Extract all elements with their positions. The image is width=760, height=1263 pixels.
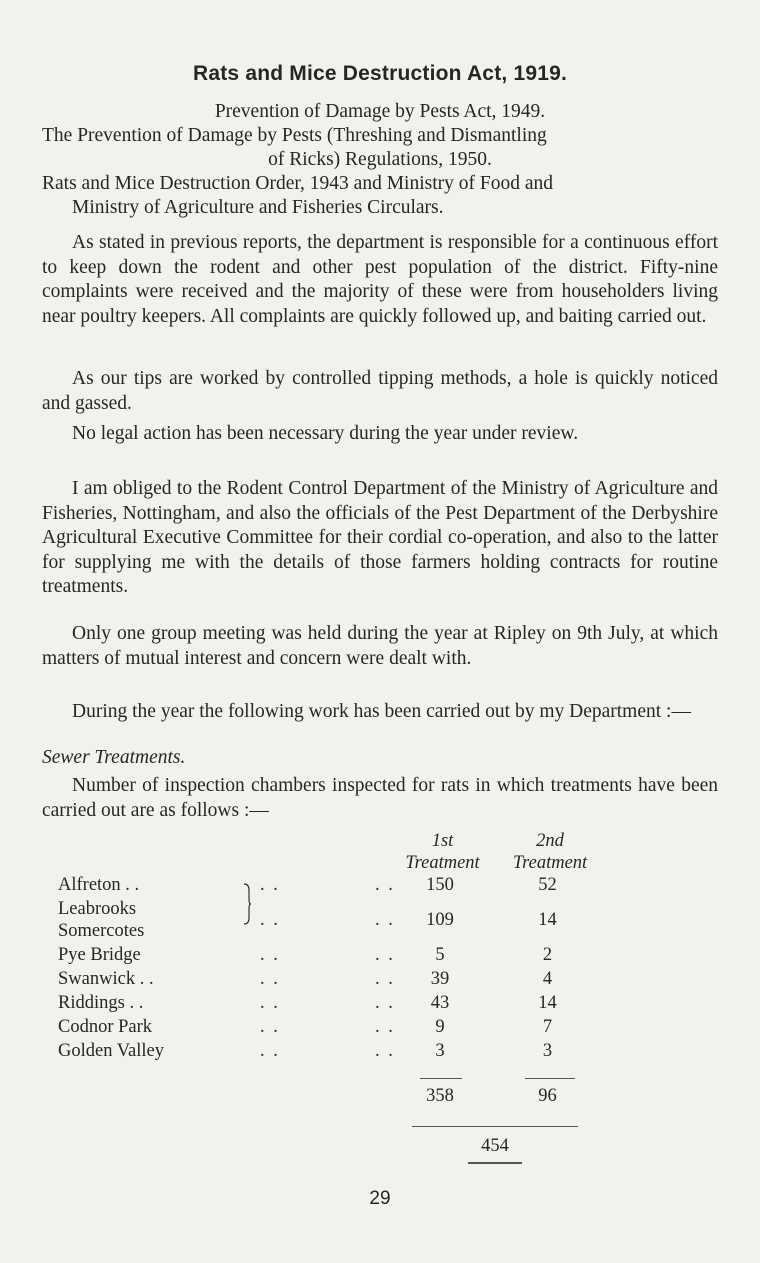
place-name: Pye Bridge — [58, 945, 141, 965]
place-name: Alfreton . . — [58, 875, 140, 895]
first-treatment-value: 39 — [430, 969, 450, 989]
col-first-treatment-header — [395, 830, 490, 874]
paragraph-1: As stated in previous reports, the department is responsible for a continuous effort to keep down the rodent and other pest population of the district. Fifty-nine complaints were received and the majority of these were from householders living near poultry keepers. All complaints are quickly followed up, and baiting carried out. — [42, 232, 718, 327]
first-treatment-value: 5 — [435, 945, 445, 965]
second-treatment-value: 4 — [542, 969, 553, 989]
act-regulations-line2: of Ricks) Regulations, 1950. — [268, 149, 492, 170]
place-name: Codnor Park — [58, 1017, 153, 1037]
subtotal-rule-second — [525, 1078, 575, 1079]
page-title: Rats and Mice Destruction Act, 1919. — [192, 62, 568, 85]
sewer-treatments-heading: Sewer Treatments. — [42, 747, 186, 768]
leader-dots: . . — [260, 875, 280, 895]
paragraph-2: As our tips are worked by controlled tipping methods, a hole is quickly noticed and gassed. — [42, 368, 718, 414]
second-treatment-value: 3 — [542, 1041, 553, 1061]
subtotal-rule-first — [420, 1078, 462, 1079]
place-name: Riddings . . — [58, 993, 144, 1013]
second-treatment-value: 52 — [538, 875, 557, 895]
paragraph-5: Only one group meeting was held during the year at Ripley on 9th July, at which matters of mutual interest and concern were dealt with. — [42, 623, 718, 669]
col-first-label: Treatment — [405, 853, 480, 873]
grand-total-underline — [468, 1162, 522, 1164]
place-name: Leabrooks — [58, 899, 137, 919]
col-second-treatment-header — [500, 830, 600, 874]
leader-dots: . . — [375, 969, 395, 989]
first-treatment-value: 109 — [426, 910, 454, 930]
place-name: Golden Valley — [58, 1041, 165, 1061]
leader-dots: . . — [260, 993, 280, 1013]
leader-dots: . . — [260, 1041, 280, 1061]
act-order-line1: Rats and Mice Destruction Order, 1943 and Ministry of Food and — [42, 173, 554, 194]
col-first-ordinal: 1st — [431, 831, 454, 851]
act-order-1943 — [42, 172, 722, 220]
first-treatment-value: 43 — [430, 993, 450, 1013]
second-treatment-value: 2 — [542, 945, 553, 965]
first-treatment-value: 9 — [435, 1017, 445, 1037]
total-second-treatment: 96 — [538, 1086, 557, 1106]
col-second-ordinal: 2nd — [536, 831, 564, 851]
act-regulations-line1: The Prevention of Damage by Pests (Threshing and Dismantling — [42, 125, 547, 146]
place-name: Somercotes — [58, 921, 145, 941]
second-treatment-value: 14 — [538, 910, 557, 930]
leader-dots: . . — [375, 993, 395, 1013]
place-name: Swanwick . . — [58, 969, 154, 989]
leader-dots: . . — [375, 1017, 395, 1037]
first-treatment-value: 3 — [435, 1041, 445, 1061]
brace-icon — [243, 882, 251, 926]
leader-dots: . . — [260, 969, 280, 989]
second-treatment-value: 7 — [542, 1017, 553, 1037]
leader-dots: . . — [260, 1017, 280, 1037]
act-order-line2: Ministry of Agriculture and Fisheries Circulars. — [72, 197, 444, 218]
paragraph-3: No legal action has been necessary during the year under review. — [72, 423, 579, 444]
grand-total-rule — [412, 1126, 578, 1127]
act-1949: Prevention of Damage by Pests Act, 1949. — [214, 101, 546, 122]
total-first-treatment: 358 — [426, 1086, 454, 1106]
col-second-label: Treatment — [512, 853, 588, 873]
leader-dots: . . — [375, 910, 395, 930]
sewer-intro: Number of inspection chambers inspected for rats in which treatments have been carried out are as follows :— — [42, 775, 718, 821]
leader-dots: . . — [375, 875, 395, 895]
grand-total: 454 — [481, 1136, 509, 1156]
leader-dots: . . — [260, 910, 280, 930]
second-treatment-value: 14 — [538, 993, 557, 1013]
leader-dots: . . — [260, 945, 280, 965]
paragraph-4: I am obliged to the Rodent Control Department of the Ministry of Agriculture and Fisheries, Nottingham, and also the officials of the Pest Department of the Derbyshire Agricultural Executive Committee for their cordial co-operation, and also to the latter for supplying me with the details of those farmers holding contracts for routine treatments. — [42, 478, 718, 598]
first-treatment-value: 150 — [426, 875, 454, 895]
paragraph-6: During the year the following work has been carried out by my Department :— — [72, 701, 691, 722]
page-number: 29 — [369, 1188, 391, 1209]
leader-dots: . . — [375, 945, 395, 965]
act-regulations-1950 — [42, 124, 722, 148]
leader-dots: . . — [375, 1041, 395, 1061]
